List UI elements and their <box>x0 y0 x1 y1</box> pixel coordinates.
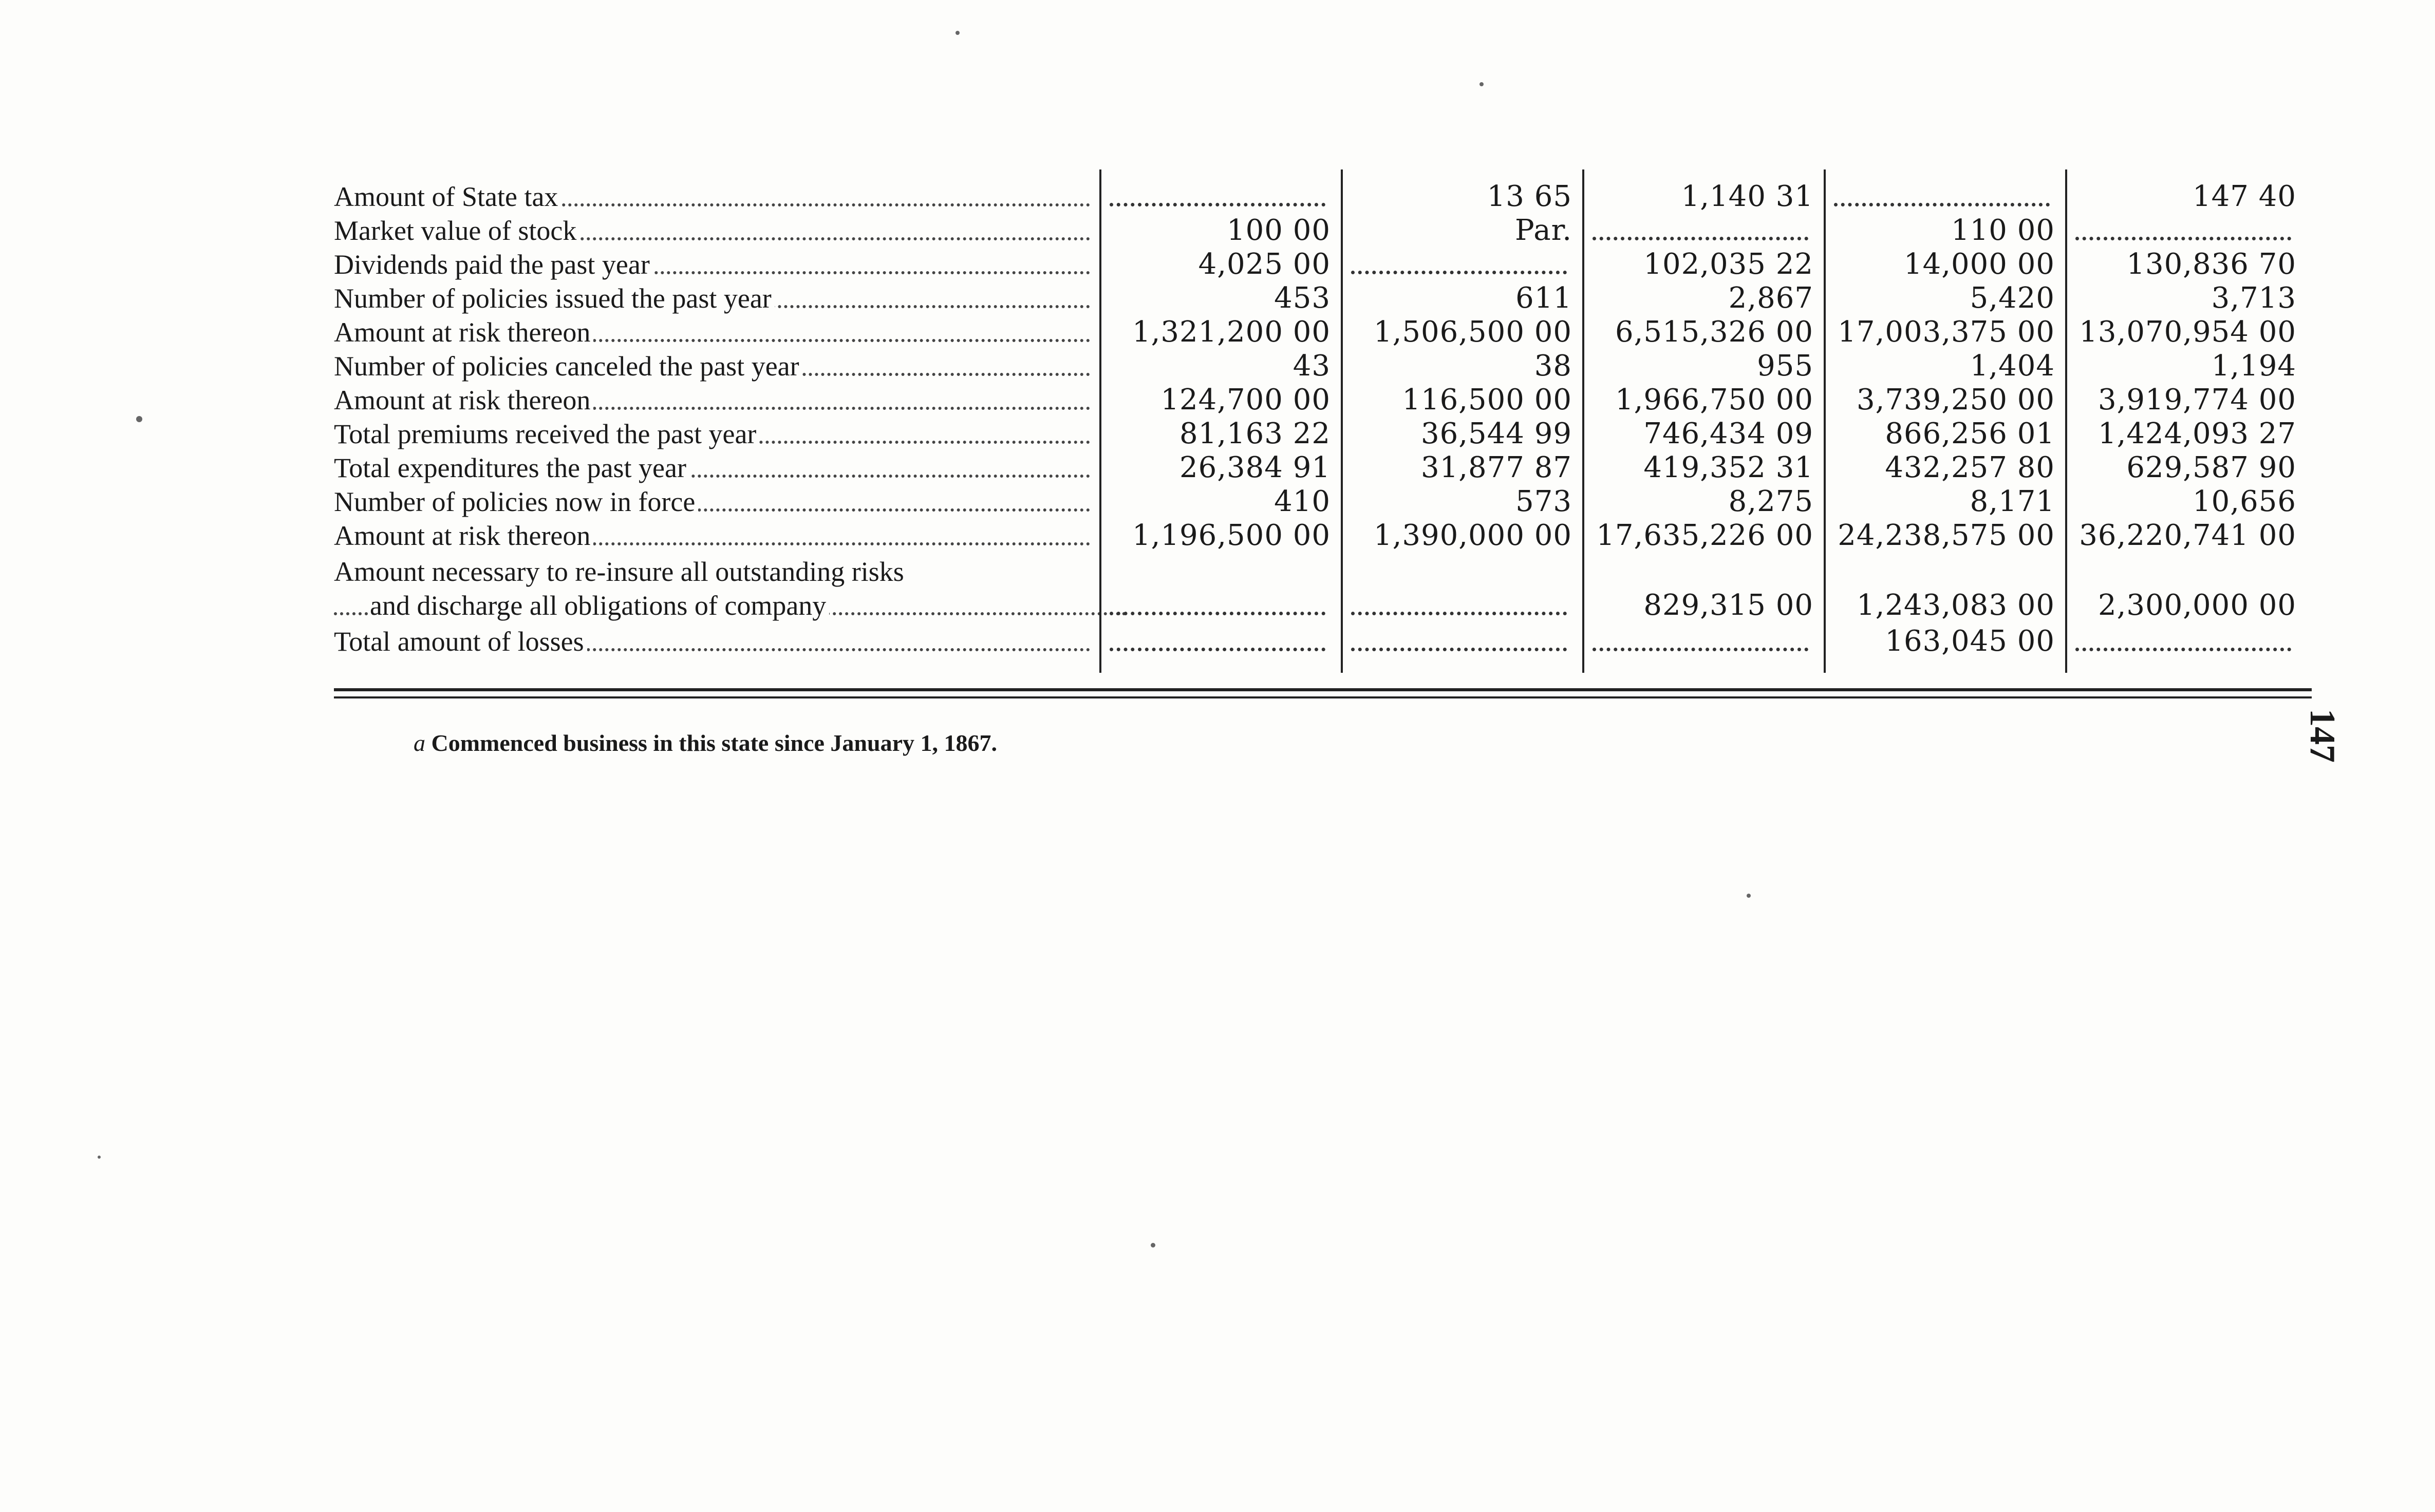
table-bottom-rule <box>334 688 2312 691</box>
footnote-text: Commenced business in this state since January 1, 1867. <box>425 730 998 756</box>
table-cell: 611 <box>1515 281 1572 315</box>
table-row <box>334 383 2312 417</box>
table-row <box>334 349 2312 383</box>
row-label-text: Total expenditures the past year <box>334 452 689 483</box>
table-cell: 43 <box>1293 349 1331 383</box>
table-cell: 419,352 31 <box>1643 451 1813 484</box>
row-label <box>334 485 1094 519</box>
table-cell: 1,404 <box>1970 349 2055 383</box>
table-cell: 10,656 <box>2193 485 2296 518</box>
table-cell: 573 <box>1515 485 1572 518</box>
row-label-text: and discharge all obligations of company <box>370 590 829 621</box>
table-cell: 453 <box>1274 281 1331 315</box>
footnote-mark: a <box>414 730 425 756</box>
table-cell: 3,739,250 00 <box>1856 383 2055 417</box>
table-cell: 8,275 <box>1728 485 1813 518</box>
table-cell: 163,045 00 <box>1885 625 2055 658</box>
table-row <box>334 555 2312 589</box>
table-cell: 17,003,375 00 <box>1838 315 2055 349</box>
table-cell: 116,500 00 <box>1402 383 1572 417</box>
table-row <box>334 180 2312 214</box>
dotted-leader <box>2070 214 2296 248</box>
row-label <box>334 248 1094 281</box>
table-cell: 110 00 <box>1951 214 2055 247</box>
table-cell: 1,966,750 00 <box>1615 383 1813 417</box>
dotted-leader <box>2070 625 2296 658</box>
row-label <box>334 625 1094 658</box>
row-label-text: Total amount of losses <box>334 626 587 657</box>
table-cell: 8,171 <box>1970 485 2055 518</box>
row-label-text: Number of policies now in force <box>334 486 698 517</box>
paper-speck <box>956 31 960 35</box>
table-cell: 102,035 22 <box>1643 248 1813 281</box>
table-cell: Par. <box>1515 214 1572 247</box>
table-cell: 4,025 00 <box>1198 248 1331 281</box>
row-label <box>334 349 1094 383</box>
table-cell: 124,700 00 <box>1160 383 1331 417</box>
dotted-leader <box>1346 589 1572 622</box>
table-row <box>334 248 2312 281</box>
row-label-text: Number of policies canceled the past year <box>334 351 802 382</box>
row-label-text: Total premiums received the past year <box>334 419 759 449</box>
dotted-leader <box>1829 180 2055 214</box>
table-cell: 130,836 70 <box>2126 248 2296 281</box>
table-bottom-rule <box>334 696 2312 698</box>
row-label <box>334 589 1130 622</box>
dotted-leader <box>1104 589 1331 622</box>
dotted-leader <box>1346 625 1572 658</box>
table-cell: 5,420 <box>1970 281 2055 315</box>
table-cell: 1,506,500 00 <box>1373 315 1572 349</box>
table-cell: 100 00 <box>1227 214 1331 247</box>
table-cell: 26,384 91 <box>1179 451 1331 484</box>
row-label <box>334 555 1094 589</box>
table-cell: 13 65 <box>1487 180 1572 213</box>
row-label <box>334 214 1094 248</box>
table-cell: 36,544 99 <box>1420 417 1572 450</box>
row-label-text: Market value of stock <box>334 215 579 246</box>
dotted-leader <box>1104 625 1331 658</box>
table-cell: 1,321,200 00 <box>1132 315 1331 349</box>
paper-speck <box>1747 894 1751 898</box>
row-label <box>334 519 1094 553</box>
table-cell: 13,070,954 00 <box>2079 315 2296 349</box>
row-label <box>334 315 1094 349</box>
table-cell: 432,257 80 <box>1885 451 2055 484</box>
row-label <box>334 281 1094 315</box>
table-cell: 1,390,000 00 <box>1373 519 1572 552</box>
insurance-statistics-table <box>334 169 2312 673</box>
row-label-text: Amount of State tax <box>334 181 561 212</box>
table-cell: 31,877 87 <box>1420 451 1572 484</box>
table-row <box>334 315 2312 349</box>
table-cell: 2,300,000 00 <box>2097 589 2296 622</box>
row-label-text: Amount necessary to re-insure all outstanding risks <box>334 556 907 587</box>
row-label-text: Number of policies issued the past year <box>334 283 775 314</box>
row-label <box>334 417 1094 451</box>
dotted-leader <box>1346 248 1572 281</box>
footnote <box>414 729 997 757</box>
table-cell: 3,919,774 00 <box>2097 383 2296 417</box>
table-cell: 81,163 22 <box>1179 417 1331 450</box>
table-cell: 955 <box>1757 349 1813 383</box>
row-label-text: Amount at risk thereon <box>334 520 593 551</box>
table-cell: 866,256 01 <box>1885 417 2055 450</box>
paper-speck <box>98 1156 101 1159</box>
table-cell: 629,587 90 <box>2126 451 2296 484</box>
paper-speck <box>1479 82 1484 86</box>
table-cell: 1,196,500 00 <box>1132 519 1331 552</box>
row-label-text: Amount at risk thereon <box>334 317 593 348</box>
table-cell: 746,434 09 <box>1643 417 1813 450</box>
table-cell: 1,194 <box>2211 349 2296 383</box>
table-row <box>334 519 2312 553</box>
row-label-text: Amount at risk thereon <box>334 385 593 415</box>
table-row <box>334 214 2312 248</box>
table-cell: 17,635,226 00 <box>1596 519 1813 552</box>
dotted-leader <box>1587 625 1813 658</box>
paper-speck <box>1151 1243 1155 1248</box>
row-label <box>334 451 1094 485</box>
page-number: 147 <box>2302 709 2342 763</box>
table-cell: 2,867 <box>1728 281 1813 315</box>
table-row <box>334 417 2312 451</box>
table-cell: 38 <box>1534 349 1572 383</box>
table-cell: 3,713 <box>2211 281 2296 315</box>
row-label <box>334 383 1094 417</box>
table-row <box>334 451 2312 485</box>
table-cell: 410 <box>1274 485 1331 518</box>
table-cell: 1,140 31 <box>1681 180 1813 213</box>
table-row <box>334 281 2312 315</box>
table-cell: 1,424,093 27 <box>2097 417 2296 450</box>
table-row <box>334 625 2312 658</box>
table-cell: 24,238,575 00 <box>1838 519 2055 552</box>
table-row <box>334 485 2312 519</box>
dotted-leader <box>1587 214 1813 248</box>
table-cell: 147 40 <box>2193 180 2296 213</box>
dotted-leader <box>1104 180 1331 214</box>
table-cell: 1,243,083 00 <box>1856 589 2055 622</box>
table-row <box>334 589 2312 622</box>
table-cell: 6,515,326 00 <box>1615 315 1813 349</box>
row-label-text: Dividends paid the past year <box>334 249 653 280</box>
table-cell: 14,000 00 <box>1903 248 2055 281</box>
paper-speck <box>136 416 142 422</box>
row-label <box>334 180 1094 214</box>
table-cell: 36,220,741 00 <box>2079 519 2296 552</box>
table-cell: 829,315 00 <box>1643 589 1813 622</box>
